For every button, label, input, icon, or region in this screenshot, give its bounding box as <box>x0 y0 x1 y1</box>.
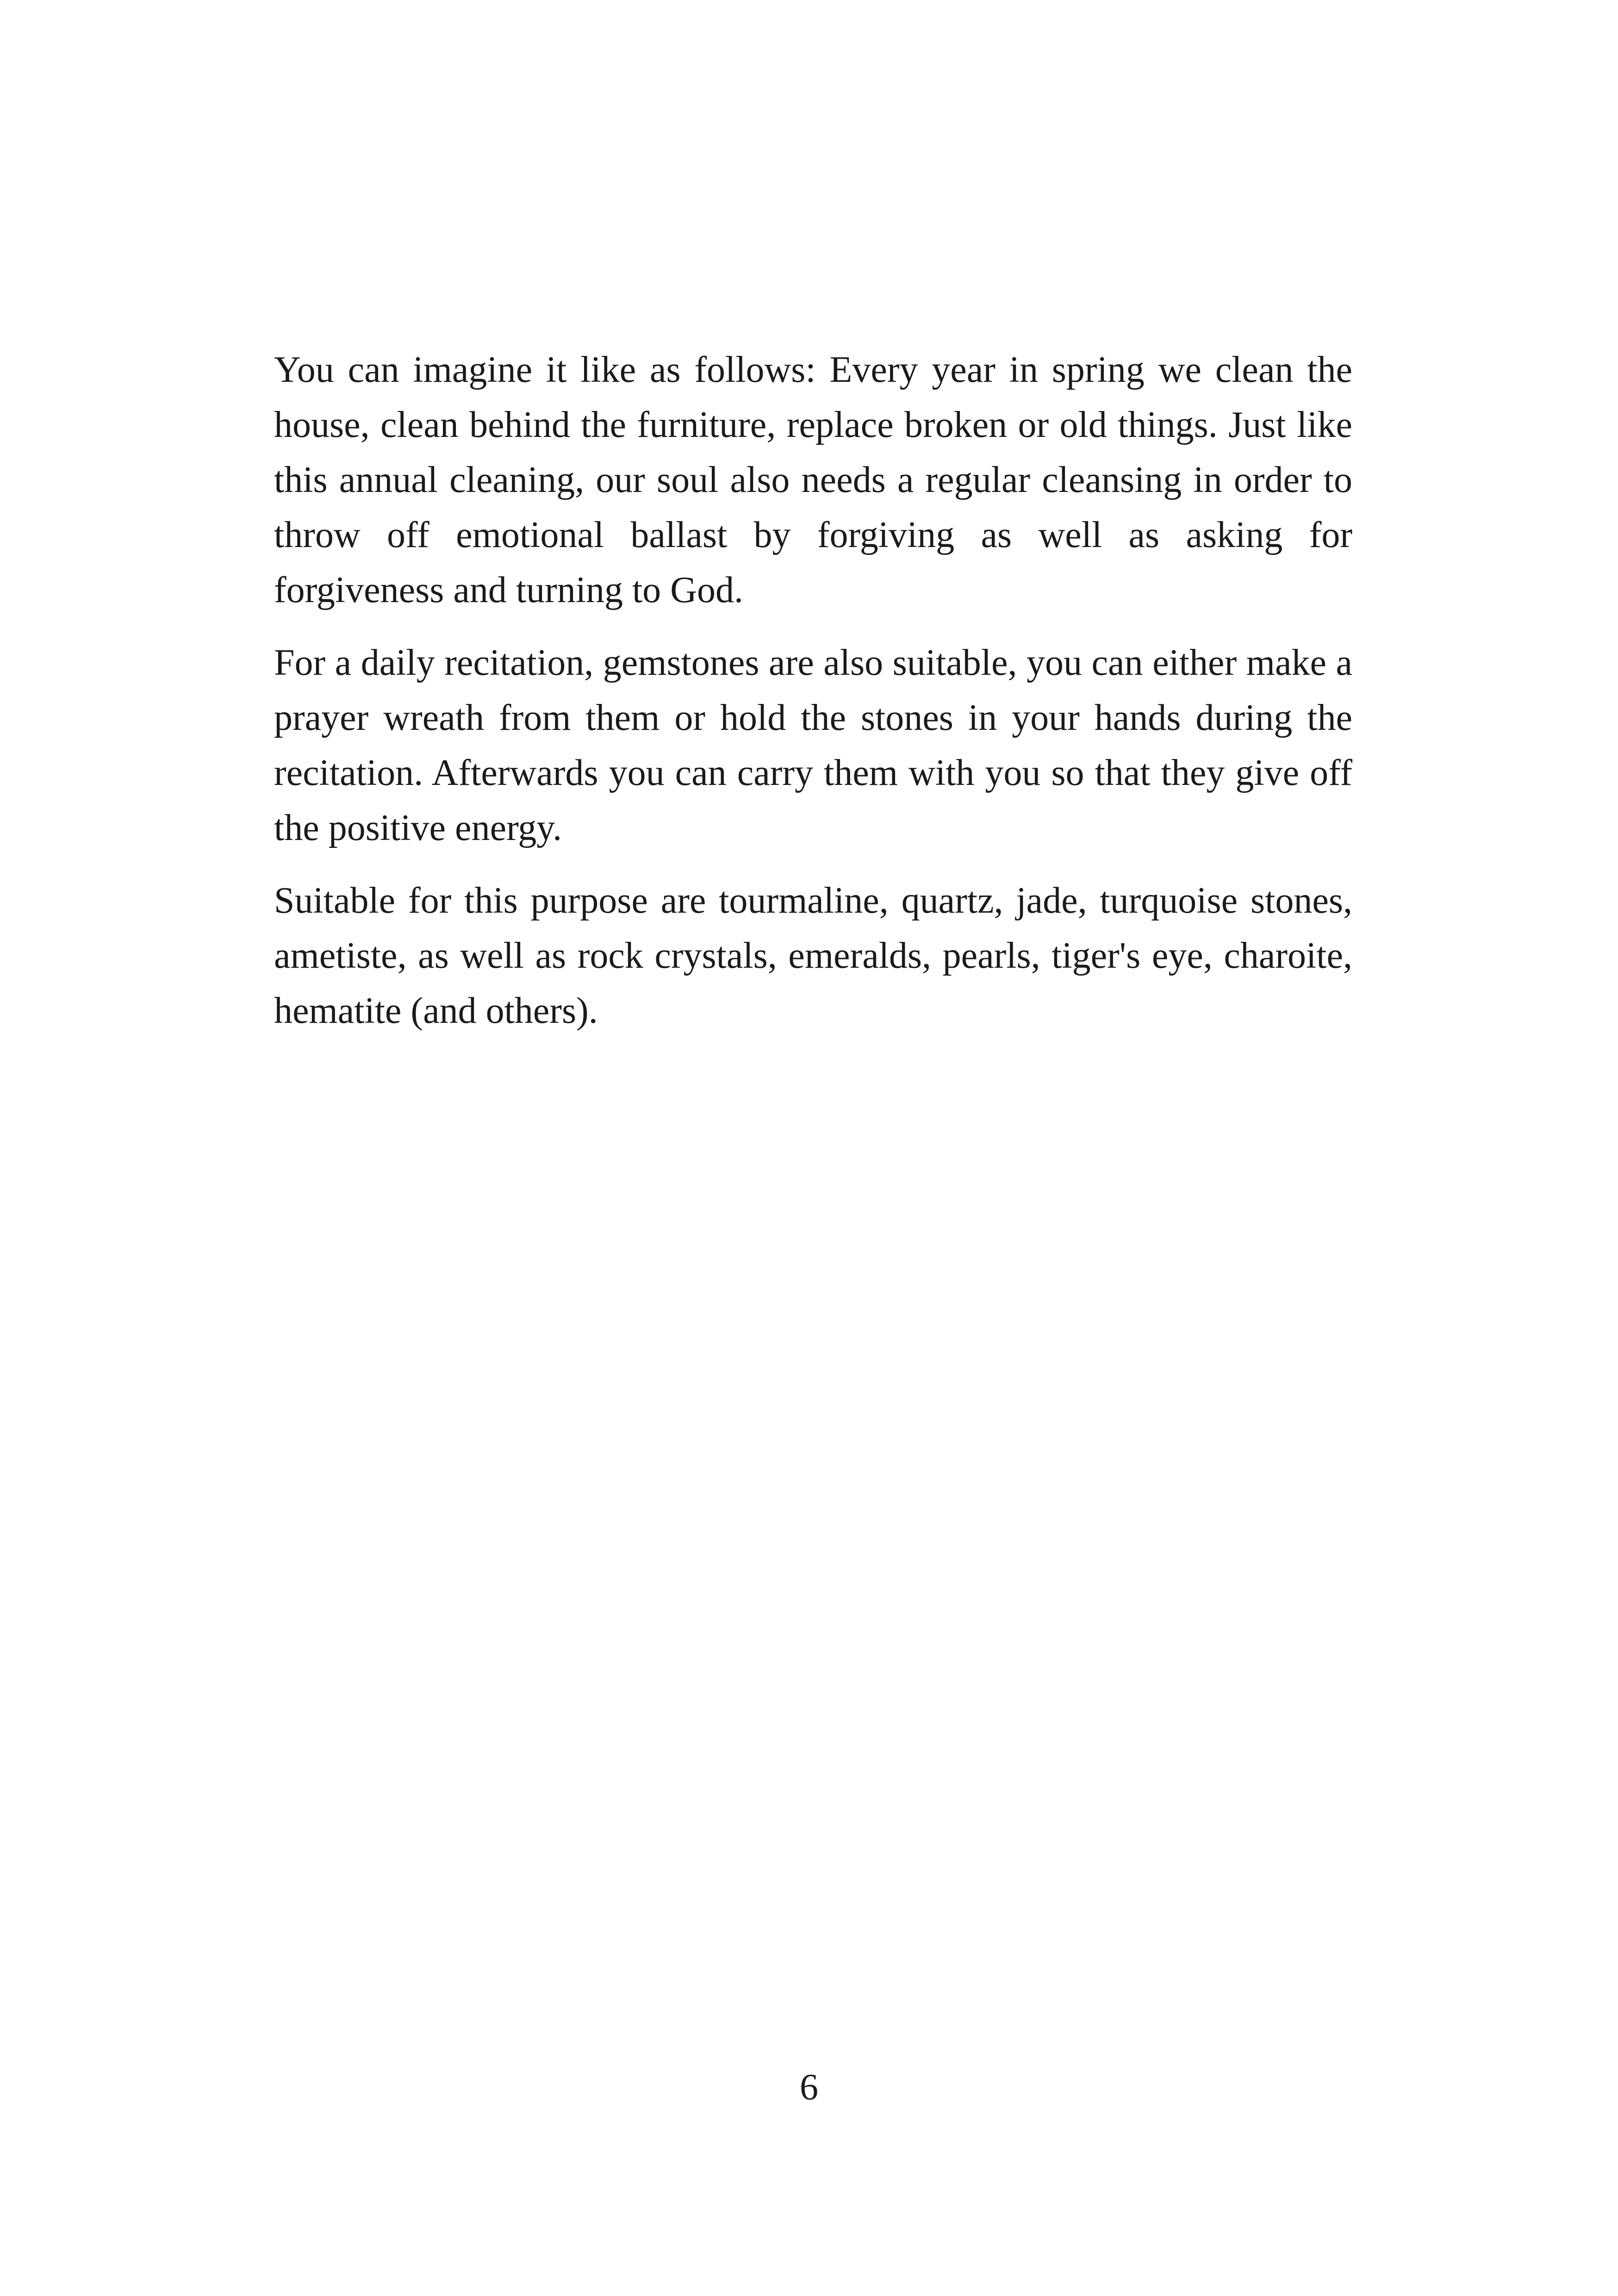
body-text <box>274 342 1352 1056</box>
page-number: 6 <box>800 2067 818 2108</box>
paragraph-suitable-stones: Suitable for this purpose are tourmaline, quartz, jade, turquoise stones, ametiste, as well as rock crystals, emeralds, pearls, tiger's eye, charoite, hematite (and others). <box>274 880 1352 1031</box>
paragraph-gemstones: For a daily recitation, gemstones are also suitable, you can either make a prayer wreath from them or hold the stones in your hands during the recitation. Afterwards you can carry them with you so that they give off the positive energy. <box>274 642 1352 848</box>
paragraph-cleansing: You can imagine it like as follows: Every year in spring we clean the house, clean behind the furniture, replace broken or old things. Just like this annual cleaning, our soul also needs a regular cleansing in order to throw off emotional ballast by forgiving as well as asking for forgiveness and turning to God. <box>274 349 1352 610</box>
